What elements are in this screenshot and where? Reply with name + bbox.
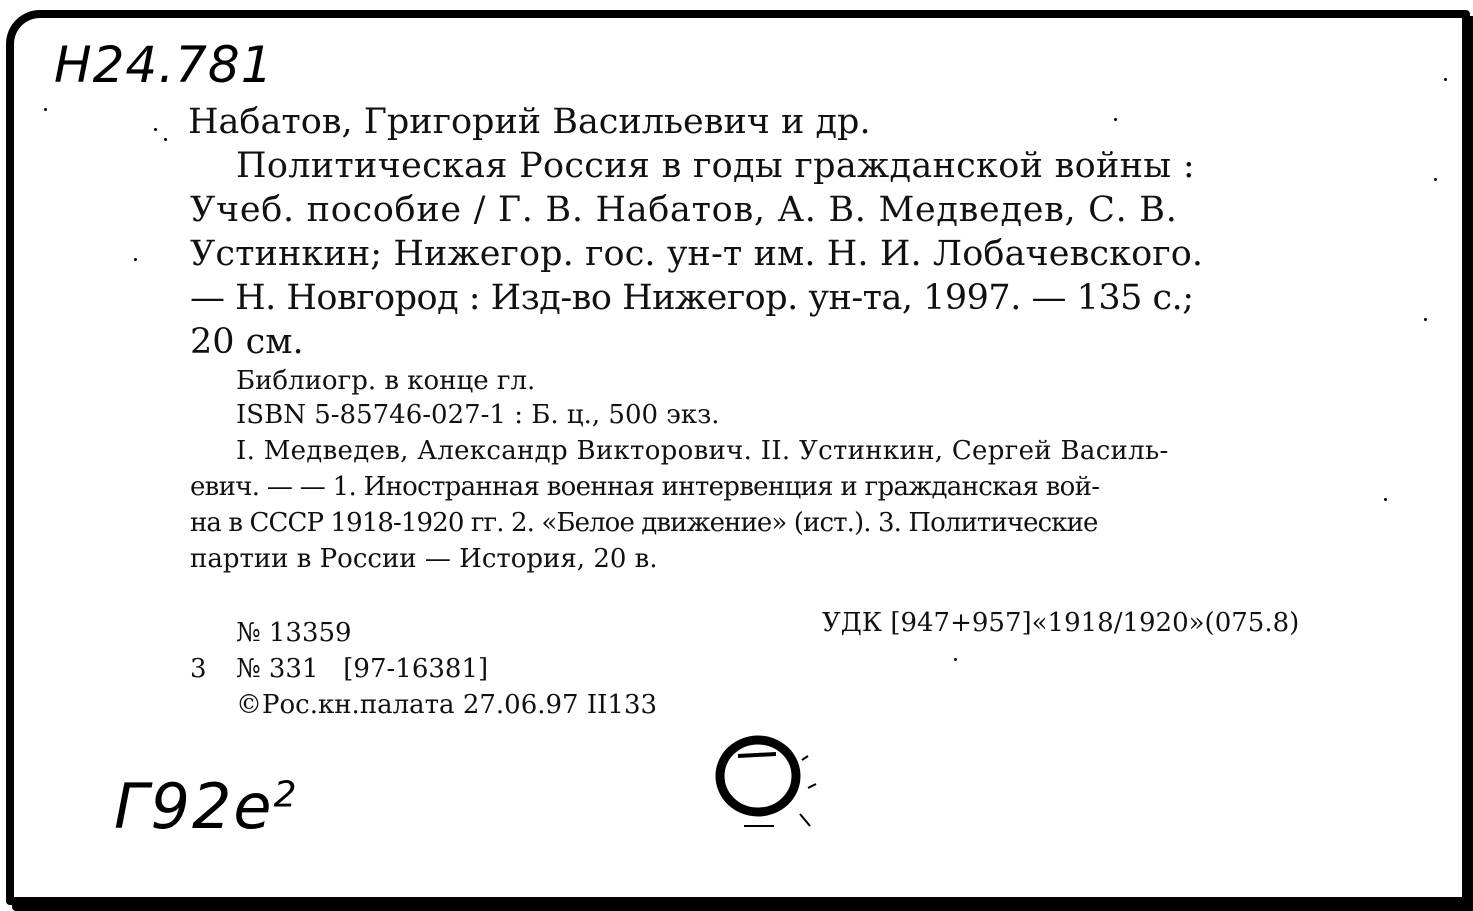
- call-number: Н24.781: [54, 36, 274, 94]
- tracing-line-1: I. Медведев, Александр Викторович. II. Устинкин, Сергей Василь-: [236, 436, 1169, 466]
- tracing-line-4: партии в России — История, 20 в.: [190, 544, 658, 574]
- speck: [1384, 498, 1387, 501]
- speck: [1444, 78, 1447, 81]
- title-line-1: Политическая Россия в годы гражданской войны :: [236, 146, 1195, 186]
- author-heading: Набатов, Григорий Васильевич и др.: [188, 102, 871, 142]
- shelf-mark-superscript: 2: [273, 774, 299, 816]
- title-line-3: Устинкин; Нижегор. гос. ун-т им. Н. И. Лобачевского.: [190, 234, 1204, 274]
- tracing-line-2: евич. — — 1. Иностранная военная интервенция и гражданская вой-: [190, 472, 1100, 502]
- shelf-mark: [114, 770, 299, 843]
- shelf-mark-main: Г92е: [114, 770, 274, 843]
- speck: [1434, 178, 1437, 181]
- record-number: № 13359: [236, 618, 352, 648]
- speck: [134, 258, 137, 261]
- copy-prefix: 3: [190, 654, 207, 684]
- isbn-note: ISBN 5-85746-027-1 : Б. ц., 500 экз.: [236, 400, 720, 430]
- speck: [44, 108, 47, 111]
- speck: [154, 128, 157, 131]
- udc-classification: УДК [947+957]«1918/1920»(075.8): [822, 608, 1300, 638]
- speck: [954, 658, 957, 661]
- tracing-line-3: на в СССР 1918-1920 гг. 2. «Белое движение» (ист.). 3. Политические: [190, 508, 1098, 538]
- speck: [164, 138, 167, 141]
- title-line-5: 20 см.: [190, 322, 304, 362]
- catalog-card: [6, 10, 1470, 905]
- speck: [1424, 318, 1427, 321]
- bibliography-note: Библиогр. в конце гл.: [236, 366, 536, 396]
- punch-hole-mark: [704, 718, 834, 848]
- title-line-2: Учеб. пособие / Г. В. Набатов, А. В. Медведев, С. В.: [190, 190, 1178, 230]
- title-line-4: — Н. Новгород : Изд-во Нижегор. ун-та, 1997. — 135 с.;: [190, 278, 1194, 318]
- record-number-2: № 331 [97-16381]: [236, 654, 489, 684]
- book-chamber-stamp: ©Рос.кн.палата 27.06.97 II133: [236, 690, 658, 720]
- speck: [1114, 118, 1117, 121]
